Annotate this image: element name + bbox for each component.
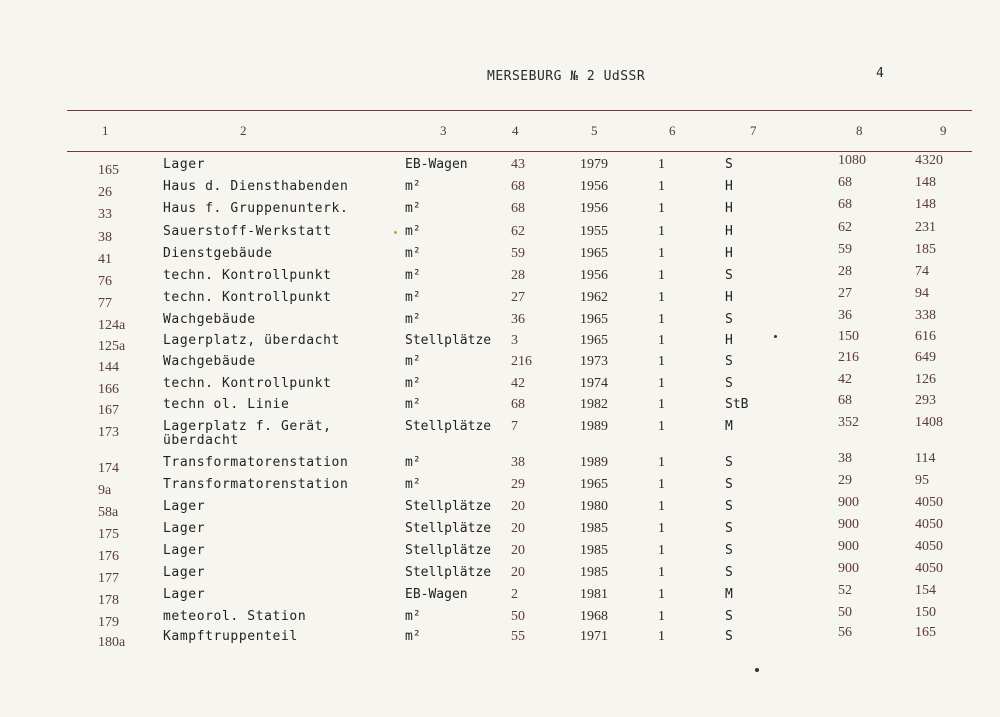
cell-id: 125a — [98, 339, 126, 354]
cell-unit: m² — [405, 179, 421, 194]
cell-v8: 42 — [838, 372, 852, 387]
cell-id: 124a — [98, 318, 126, 333]
cell-id: 176 — [98, 549, 119, 564]
cell-id: 167 — [98, 403, 119, 418]
cell-id: 144 — [98, 360, 119, 375]
paper-speck — [755, 668, 759, 672]
cell-type: H — [725, 179, 733, 194]
cell-year: 1982 — [580, 397, 608, 412]
column-header-4: 4 — [512, 123, 519, 138]
cell-v8: 38 — [838, 451, 852, 466]
cell-id: 165 — [98, 163, 119, 178]
cell-n: 1 — [658, 477, 665, 492]
cell-name: Lager — [163, 499, 206, 514]
cell-n: 1 — [658, 455, 665, 470]
cell-v9: 165 — [915, 625, 936, 640]
cell-qty: 43 — [511, 157, 525, 172]
cell-year: 1989 — [580, 419, 608, 434]
cell-id: 76 — [98, 274, 112, 289]
cell-type: M — [725, 587, 733, 602]
cell-n: 1 — [658, 312, 665, 327]
cell-id: 178 — [98, 593, 119, 608]
column-header-3: 3 — [440, 123, 447, 138]
cell-v8: 900 — [838, 561, 859, 576]
cell-year: 1968 — [580, 609, 608, 624]
cell-v8: 1080 — [838, 153, 866, 168]
cell-v9: 649 — [915, 350, 936, 365]
cell-type: S — [725, 499, 733, 514]
cell-v9: 95 — [915, 473, 929, 488]
cell-year: 1974 — [580, 376, 608, 391]
column-header-9: 9 — [940, 123, 947, 138]
cell-v9: 4050 — [915, 517, 943, 532]
cell-year: 1965 — [580, 246, 608, 261]
cell-v8: 59 — [838, 242, 852, 257]
cell-v8: 150 — [838, 329, 859, 344]
cell-type: S — [725, 565, 733, 580]
cell-id: 26 — [98, 185, 112, 200]
cell-year: 1985 — [580, 543, 608, 558]
cell-year: 1981 — [580, 587, 608, 602]
cell-year: 1973 — [580, 354, 608, 369]
cell-name: Sauerstoff-Werkstatt — [163, 224, 332, 239]
cell-v8: 900 — [838, 539, 859, 554]
cell-v9: 231 — [915, 220, 936, 235]
cell-type: M — [725, 419, 733, 434]
cell-n: 1 — [658, 179, 665, 194]
cell-type: S — [725, 609, 733, 624]
cell-v9: 4050 — [915, 561, 943, 576]
cell-qty: 68 — [511, 397, 525, 412]
cell-year: 1956 — [580, 201, 608, 216]
cell-unit: Stellplätze — [405, 499, 492, 514]
cell-n: 1 — [658, 629, 665, 644]
cell-n: 1 — [658, 201, 665, 216]
cell-n: 1 — [658, 499, 665, 514]
cell-type: H — [725, 290, 733, 305]
cell-v9: 4050 — [915, 495, 943, 510]
cell-n: 1 — [658, 587, 665, 602]
cell-unit: m² — [405, 246, 421, 261]
cell-v9: 150 — [915, 605, 936, 620]
cell-year: 1979 — [580, 157, 608, 172]
cell-n: 1 — [658, 376, 665, 391]
cell-n: 1 — [658, 224, 665, 239]
cell-qty: 28 — [511, 268, 525, 283]
cell-unit: Stellplätze — [405, 543, 492, 558]
cell-v8: 62 — [838, 220, 852, 235]
cell-id: 179 — [98, 615, 119, 630]
cell-qty: 20 — [511, 499, 525, 514]
cell-type: S — [725, 521, 733, 536]
cell-year: 1985 — [580, 565, 608, 580]
cell-name: Lagerplatz f. Gerät, — [163, 419, 332, 434]
cell-n: 1 — [658, 543, 665, 558]
cell-year: 1980 — [580, 499, 608, 514]
cell-v9: 338 — [915, 308, 936, 323]
cell-name: Wachgebäude — [163, 312, 256, 327]
cell-v8: 56 — [838, 625, 852, 640]
column-header-5: 5 — [591, 123, 598, 138]
cell-v8: 68 — [838, 175, 852, 190]
cell-name: techn. Kontrollpunkt — [163, 290, 332, 305]
cell-name-continued: überdacht — [163, 433, 239, 448]
cell-name: techn. Kontrollpunkt — [163, 376, 332, 391]
cell-id: 33 — [98, 207, 112, 222]
cell-year: 1965 — [580, 312, 608, 327]
cell-type: S — [725, 268, 733, 283]
cell-v9: 4050 — [915, 539, 943, 554]
cell-n: 1 — [658, 268, 665, 283]
cell-qty: 62 — [511, 224, 525, 239]
cell-name: Lager — [163, 157, 206, 172]
cell-year: 1962 — [580, 290, 608, 305]
column-header-6: 6 — [669, 123, 676, 138]
cell-qty: 38 — [511, 455, 525, 470]
cell-name: techn. Kontrollpunkt — [163, 268, 332, 283]
cell-v9: 94 — [915, 286, 929, 301]
cell-qty: 50 — [511, 609, 525, 624]
cell-type: S — [725, 354, 733, 369]
cell-qty: 7 — [511, 419, 518, 434]
cell-unit: m² — [405, 354, 421, 369]
cell-qty: 36 — [511, 312, 525, 327]
table-top-rule — [67, 110, 972, 111]
cell-v8: 52 — [838, 583, 852, 598]
cell-unit: Stellplätze — [405, 419, 492, 434]
cell-unit: m² — [405, 609, 421, 624]
cell-qty: 29 — [511, 477, 525, 492]
cell-unit: EB-Wagen — [405, 157, 468, 172]
cell-qty: 59 — [511, 246, 525, 261]
paper-speck — [774, 335, 777, 338]
cell-v9: 148 — [915, 175, 936, 190]
cell-year: 1956 — [580, 268, 608, 283]
cell-name: meteorol. Station — [163, 609, 307, 624]
cell-n: 1 — [658, 354, 665, 369]
cell-year: 1965 — [580, 477, 608, 492]
cell-name: Lager — [163, 565, 206, 580]
cell-type: S — [725, 312, 733, 327]
column-header-2: 2 — [240, 123, 247, 138]
cell-n: 1 — [658, 157, 665, 172]
cell-id: 58a — [98, 505, 119, 520]
cell-unit: m² — [405, 376, 421, 391]
cell-name: Dienstgebäude — [163, 246, 273, 261]
cell-year: 1955 — [580, 224, 608, 239]
cell-name: Lager — [163, 587, 206, 602]
cell-type: S — [725, 629, 733, 644]
cell-unit: m² — [405, 290, 421, 305]
cell-v9: 126 — [915, 372, 936, 387]
cell-unit: Stellplätze — [405, 333, 492, 348]
cell-v8: 352 — [838, 415, 859, 430]
cell-id: 173 — [98, 425, 119, 440]
cell-type: H — [725, 333, 733, 348]
cell-v8: 28 — [838, 264, 852, 279]
cell-type: S — [725, 455, 733, 470]
cell-qty: 55 — [511, 629, 525, 644]
cell-v8: 68 — [838, 393, 852, 408]
cell-v8: 50 — [838, 605, 852, 620]
cell-id: 77 — [98, 296, 112, 311]
cell-unit: m² — [405, 268, 421, 283]
cell-name: Haus d. Diensthabenden — [163, 179, 349, 194]
cell-v9: 616 — [915, 329, 936, 344]
cell-v8: 900 — [838, 495, 859, 510]
cell-v9: 74 — [915, 264, 929, 279]
cell-qty: 20 — [511, 543, 525, 558]
cell-unit: m² — [405, 477, 421, 492]
cell-year: 1971 — [580, 629, 608, 644]
cell-n: 1 — [658, 609, 665, 624]
cell-id: 175 — [98, 527, 119, 542]
cell-type: S — [725, 157, 733, 172]
cell-id: 38 — [98, 230, 112, 245]
cell-name: Kampftruppenteil — [163, 629, 298, 644]
cell-v8: 29 — [838, 473, 852, 488]
cell-type: H — [725, 201, 733, 216]
cell-v9: 293 — [915, 393, 936, 408]
cell-unit: m² — [405, 224, 421, 239]
table-header-rule — [67, 151, 972, 152]
cell-n: 1 — [658, 419, 665, 434]
cell-qty: 68 — [511, 179, 525, 194]
cell-qty: 2 — [511, 587, 518, 602]
page-title: MERSEBURG № 2 UdSSR — [487, 69, 646, 84]
cell-type: S — [725, 376, 733, 391]
cell-year: 1985 — [580, 521, 608, 536]
cell-year: 1989 — [580, 455, 608, 470]
cell-type: S — [725, 477, 733, 492]
cell-year: 1956 — [580, 179, 608, 194]
cell-id: 166 — [98, 382, 119, 397]
cell-qty: 68 — [511, 201, 525, 216]
cell-n: 1 — [658, 397, 665, 412]
cell-unit: Stellplätze — [405, 565, 492, 580]
cell-v9: 185 — [915, 242, 936, 257]
cell-qty: 216 — [511, 354, 532, 369]
cell-v8: 216 — [838, 350, 859, 365]
cell-v9: 4320 — [915, 153, 943, 168]
cell-name: Wachgebäude — [163, 354, 256, 369]
cell-v8: 68 — [838, 197, 852, 212]
page-number: 4 — [876, 66, 884, 81]
cell-v9: 148 — [915, 197, 936, 212]
cell-v8: 900 — [838, 517, 859, 532]
cell-id: 180a — [98, 635, 126, 650]
cell-type: StB — [725, 397, 749, 412]
cell-unit: m² — [405, 455, 421, 470]
cell-id: 174 — [98, 461, 119, 476]
cell-n: 1 — [658, 333, 665, 348]
paper-speck — [394, 231, 397, 234]
cell-n: 1 — [658, 565, 665, 580]
cell-id: 9a — [98, 483, 112, 498]
cell-name: Haus f. Gruppenunterk. — [163, 201, 349, 216]
cell-year: 1965 — [580, 333, 608, 348]
cell-unit: EB-Wagen — [405, 587, 468, 602]
cell-qty: 42 — [511, 376, 525, 391]
cell-qty: 20 — [511, 521, 525, 536]
cell-v9: 114 — [915, 451, 936, 466]
cell-type: H — [725, 246, 733, 261]
cell-v9: 1408 — [915, 415, 943, 430]
cell-id: 41 — [98, 252, 112, 267]
cell-unit: m² — [405, 397, 421, 412]
column-header-7: 7 — [750, 123, 757, 138]
cell-unit: m² — [405, 629, 421, 644]
cell-name: Lager — [163, 543, 206, 558]
cell-qty: 20 — [511, 565, 525, 580]
cell-unit: m² — [405, 312, 421, 327]
cell-type: S — [725, 543, 733, 558]
column-header-8: 8 — [856, 123, 863, 138]
cell-name: Transformatorenstation — [163, 455, 349, 470]
cell-v9: 154 — [915, 583, 936, 598]
cell-unit: m² — [405, 201, 421, 216]
cell-name: Transformatorenstation — [163, 477, 349, 492]
cell-qty: 27 — [511, 290, 525, 305]
cell-v8: 36 — [838, 308, 852, 323]
cell-name: Lager — [163, 521, 206, 536]
column-header-1: 1 — [102, 123, 109, 138]
cell-n: 1 — [658, 246, 665, 261]
cell-n: 1 — [658, 290, 665, 305]
cell-n: 1 — [658, 521, 665, 536]
cell-id: 177 — [98, 571, 119, 586]
cell-type: H — [725, 224, 733, 239]
cell-qty: 3 — [511, 333, 518, 348]
cell-name: techn ol. Linie — [163, 397, 290, 412]
cell-v8: 27 — [838, 286, 852, 301]
cell-unit: Stellplätze — [405, 521, 492, 536]
cell-name: Lagerplatz, überdacht — [163, 333, 340, 348]
